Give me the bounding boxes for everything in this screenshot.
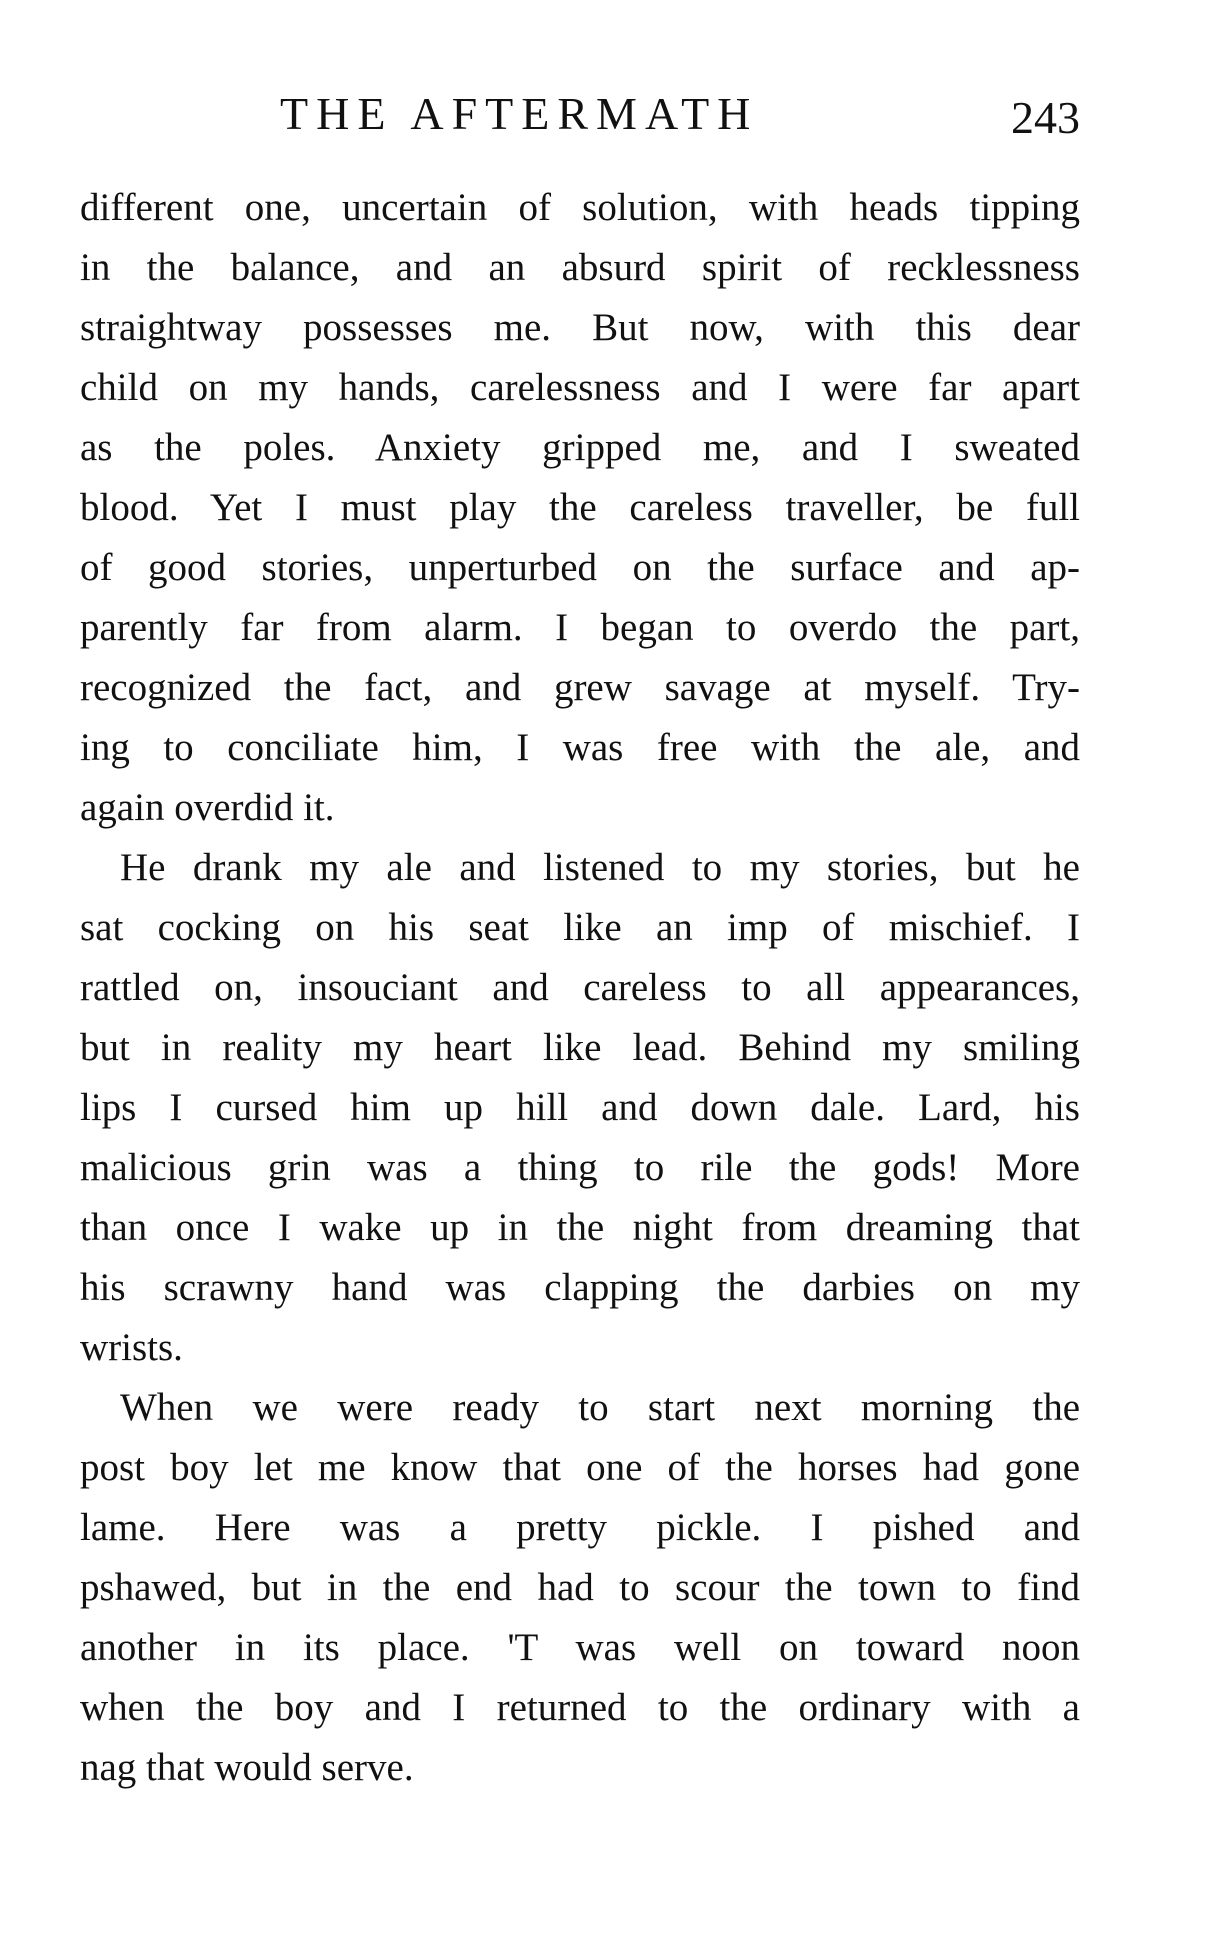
text-line: sat cocking on his seat like an imp of mischief. I xyxy=(80,906,1080,949)
text-line: another in its place. 'T was well on toward noon xyxy=(80,1626,1080,1669)
text-line: when the boy and I returned to the ordinary with a xyxy=(80,1686,1080,1729)
text-line: pshawed, but in the end had to scour the town to find xyxy=(80,1566,1080,1609)
text-line: but in reality my heart like lead. Behind my smiling xyxy=(80,1026,1080,1069)
text-line: again overdid it. xyxy=(80,786,335,829)
text-line: than once I wake up in the night from dreaming that xyxy=(80,1206,1080,1249)
text-line: lame. Here was a pretty pickle. I pished and xyxy=(80,1506,1080,1549)
text-line: different one, uncertain of solution, with heads tipping xyxy=(80,186,1080,229)
text-line: his scrawny hand was clapping the darbies on my xyxy=(80,1266,1080,1309)
paragraph-3 xyxy=(80,1378,1080,1798)
text-line: blood. Yet I must play the careless traveller, be full xyxy=(80,486,1080,529)
text-line: straightway possesses me. But now, with this dear xyxy=(80,306,1080,349)
text-line: He drank my ale and listened to my stories, but he xyxy=(120,846,1080,889)
text-line: post boy let me know that one of the horses had gone xyxy=(80,1446,1080,1489)
text-line: rattled on, insouciant and careless to all appearances, xyxy=(80,966,1080,1009)
text-line: child on my hands, carelessness and I were far apart xyxy=(80,366,1080,409)
text-line: nag that would serve. xyxy=(80,1746,414,1789)
text-line: When we were ready to start next morning the xyxy=(120,1386,1080,1429)
text-line: ing to conciliate him, I was free with the ale, and xyxy=(80,726,1080,769)
text-line: recognized the fact, and grew savage at myself. Try- xyxy=(80,666,1080,709)
text-line: lips I cursed him up hill and down dale. Lard, his xyxy=(80,1086,1080,1129)
text-line: in the balance, and an absurd spirit of recklessness xyxy=(80,246,1080,289)
text-line: as the poles. Anxiety gripped me, and I sweated xyxy=(80,426,1080,469)
running-head xyxy=(80,84,1080,144)
text-line: wrists. xyxy=(80,1326,183,1369)
paragraph-2 xyxy=(80,838,1080,1378)
running-title: THE AFTERMATH xyxy=(280,88,759,139)
text-line: malicious grin was a thing to rile the gods! More xyxy=(80,1146,1080,1189)
page-number: 243 xyxy=(1011,92,1080,143)
text-line: of good stories, unperturbed on the surface and ap- xyxy=(80,546,1080,589)
body-text xyxy=(80,178,1080,1798)
text-line: parently far from alarm. I began to overdo the part, xyxy=(80,606,1080,649)
paragraph-1 xyxy=(80,178,1080,838)
